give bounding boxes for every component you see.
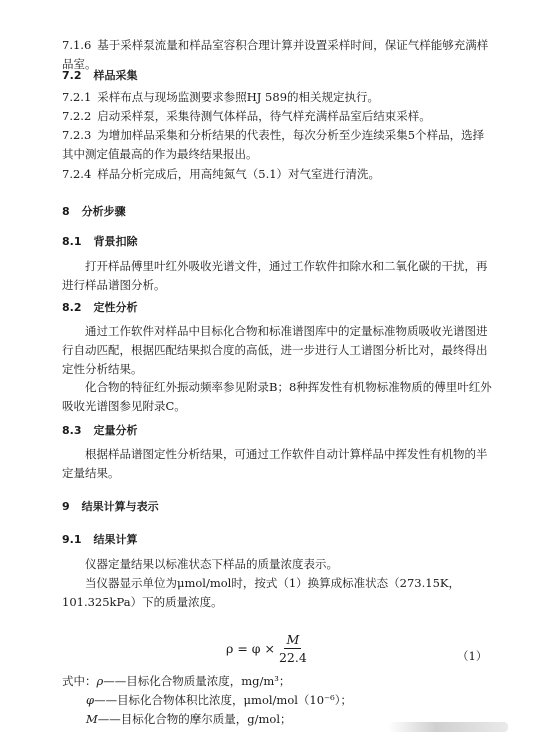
heading-9-1 (62, 530, 492, 549)
heading-number: 9 (62, 500, 70, 513)
paragraph-9-1-a: 仪器定量结果以标准状态下样品的质量浓度表示。 (85, 557, 338, 571)
clause-text: 启动采样泵，采集待测气体样品，待气样充满样品室后结束采样。 (97, 109, 431, 123)
heading-8 (62, 202, 492, 221)
clause-text: 基于采样泵流量和样品室容积合理计算并设置采样时间，保证气样能够充满样品室。 (62, 38, 489, 71)
clause-number: 7.2.2 (62, 109, 92, 123)
clause-number: 7.1.6 (62, 38, 92, 52)
heading-number: 9.1 (62, 533, 82, 546)
formula-lhs: ρ = φ × (226, 640, 275, 656)
heading-text: 结果计算 (93, 533, 138, 546)
clause-number: 7.2.3 (62, 128, 92, 142)
heading-text: 样品采集 (93, 69, 138, 82)
clause-7-2-1 (62, 88, 492, 107)
heading-number: 8 (62, 205, 70, 218)
heading-number: 8.1 (62, 235, 82, 248)
clause-7-2-2 (62, 107, 492, 126)
heading-text: 背景扣除 (93, 235, 138, 248)
definition-symbol: φ (86, 693, 95, 707)
formula-numerator: M (286, 631, 300, 647)
paragraph-8-2-a: 通过工作软件对样品中目标化合物和标准谱图库中的定量标准物质吸收光谱图进行自动匹配，根据匹配结果拟合度的高低，进一步进行人工谱图分析比对，最终得出定性分析结果。 (62, 324, 488, 376)
definition-symbol: ρ (96, 674, 104, 688)
symbol-definitions (62, 672, 502, 729)
formula-denominator: 22.4 (278, 649, 307, 665)
heading-number: 8.2 (62, 301, 82, 314)
equation-number: （1） (457, 649, 488, 663)
definition-row (62, 672, 502, 691)
clause-number: 7.2.4 (62, 167, 92, 181)
heading-7-2 (62, 66, 492, 85)
paragraph-8-3: 根据样品谱图定性分析结果，可通过工作软件自动计算样品中挥发性有机物的半定量结果。 (62, 447, 488, 480)
clause-text: 采样布点与现场监测要求参照HJ 589的相关规定执行。 (97, 90, 380, 104)
definition-symbol: M (86, 712, 98, 726)
definition-text: ——目标化合物体积比浓度，μmol/mol（10⁻⁶）； (94, 693, 352, 707)
heading-text: 定性分析 (93, 301, 138, 314)
heading-8-3 (62, 421, 492, 440)
heading-text: 定量分析 (93, 424, 138, 437)
clause-number: 7.2.1 (62, 90, 92, 104)
formula-fraction (279, 631, 307, 666)
clause-7-2-4 (62, 165, 492, 184)
clause-text: 样品分析完成后，用高纯氮气（5.1）对气室进行清洗。 (97, 167, 381, 181)
heading-text: 分析步骤 (81, 205, 126, 218)
paragraph-8-2-b: 化合物的特征红外振动频率参见附录B；8种挥发性有机物标准物质的傅里叶红外吸收光谱图参见附录C。 (62, 380, 492, 413)
paragraph-8-1: 打开样品傅里叶红外吸收光谱文件，通过工作软件扣除水和二氧化碳的干扰，再进行样品谱图分析。 (62, 259, 488, 292)
heading-8-2 (62, 298, 492, 317)
heading-9 (62, 497, 492, 516)
clause-7-2-3 (62, 126, 492, 164)
heading-number: 7.2 (62, 69, 82, 82)
scan-watermark-smudge (388, 722, 508, 732)
definition-text: ——目标化合物质量浓度，mg/m³； (103, 674, 291, 688)
clause-text: 为增加样品采集和分析结果的代表性，每次分析至少连续采集5个样品，选择其中测定值最高的作为最终结果报出。 (62, 128, 485, 161)
definitions-lead: 式中： (62, 674, 97, 688)
definition-row (62, 691, 502, 710)
definition-text: ——目标化合物的摩尔质量，g/mol； (97, 712, 292, 726)
paragraph-9-1-b: 当仪器显示单位为μmol/mol时，按式（1）换算成标准状态（273.15K，101.325kPa）下的质量浓度。 (62, 576, 461, 609)
formula-1 (226, 628, 307, 668)
heading-8-1 (62, 232, 492, 251)
heading-text: 结果计算与表示 (81, 500, 159, 513)
heading-number: 8.3 (62, 424, 82, 437)
